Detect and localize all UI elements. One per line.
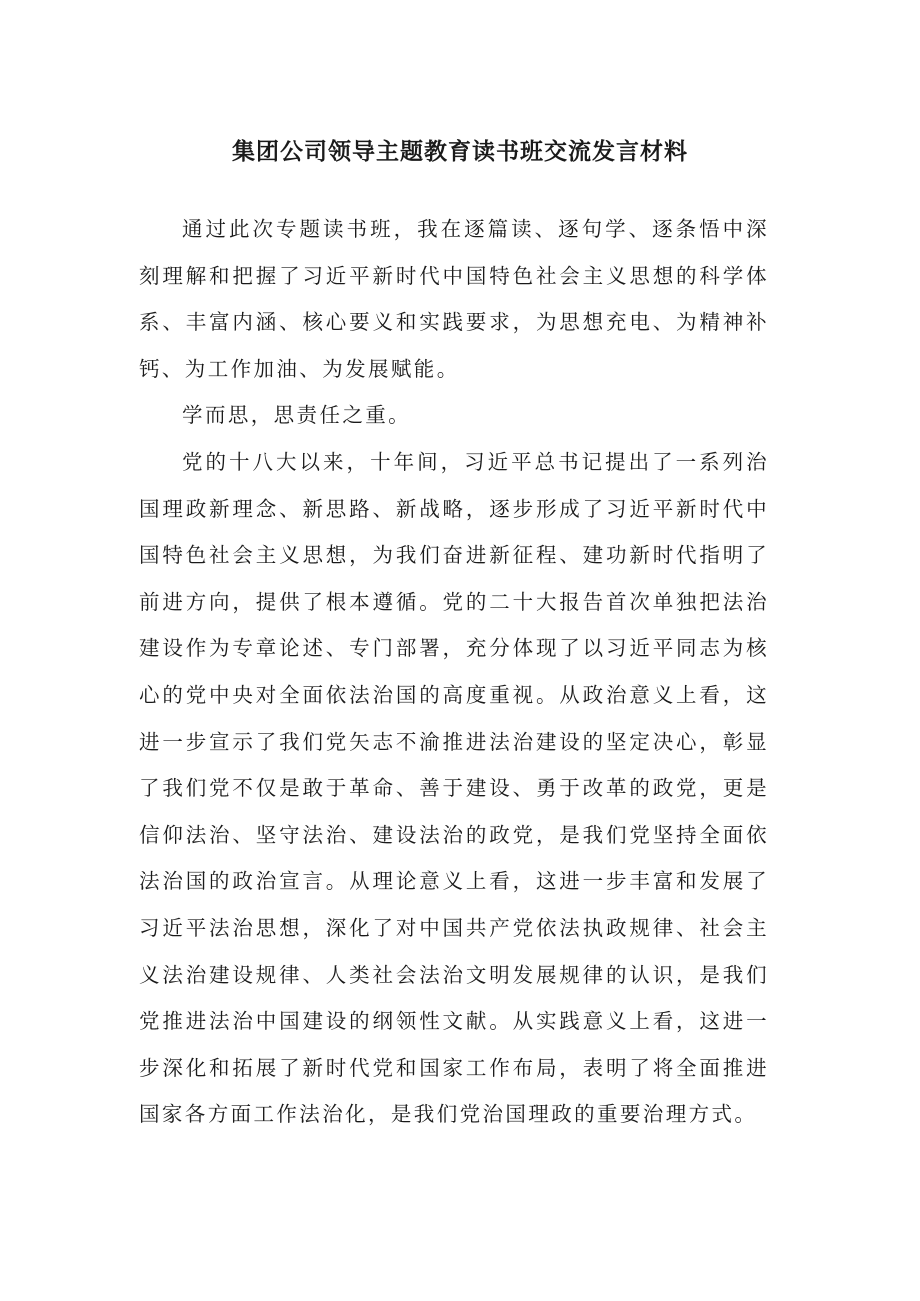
document-title: 集团公司领导主题教育读书班交流发言材料 (232, 139, 688, 165)
document-body (139, 206, 769, 1138)
paragraph-main: 党的十八大以来，十年间，习近平总书记提出了一系列治国理政新理念、新思路、新战略，逐步形成了习近平新时代中国特色社会主义思想，为我们奋进新征程、建功新时代指明了前进方向，提供了根本遵循。党的二十大报告首次单独把法治建设作为专章论述、专门部署，充分体现了以习近平同志为核心的党中央对全面依法治国的高度重视。从政治意义上看，这进一步宣示了我们党矢志不渝推进法治建设的坚定决心，彰显了我们党不仅是敢于革命、善于建设、勇于改革的政党，更是信仰法治、坚守法治、建设法治的政党，是我们党坚持全面依法治国的政治宣言。从理论意义上看，这进一步丰富和发展了习近平法治思想，深化了对中国共产党依法执政规律、社会主义法治建设规律、人类社会法治文明发展规律的认识，是我们党推进法治中国建设的纲领性文献。从实践意义上看，这进一步深化和拓展了新时代党和国家工作布局，表明了将全面推进国家各方面工作法治化，是我们党治国理政的重要治理方式。 (139, 449, 769, 1127)
paragraph-intro: 通过此次专题读书班，我在逐篇读、逐句学、逐条悟中深刻理解和把握了习近平新时代中国特色社会主义思想的科学体系、丰富内涵、核心要义和实践要求，为思想充电、为精神补钙、为工作加油、为发展赋能。 (139, 217, 769, 381)
paragraph-heading: 学而思，思责任之重。 (182, 403, 412, 428)
